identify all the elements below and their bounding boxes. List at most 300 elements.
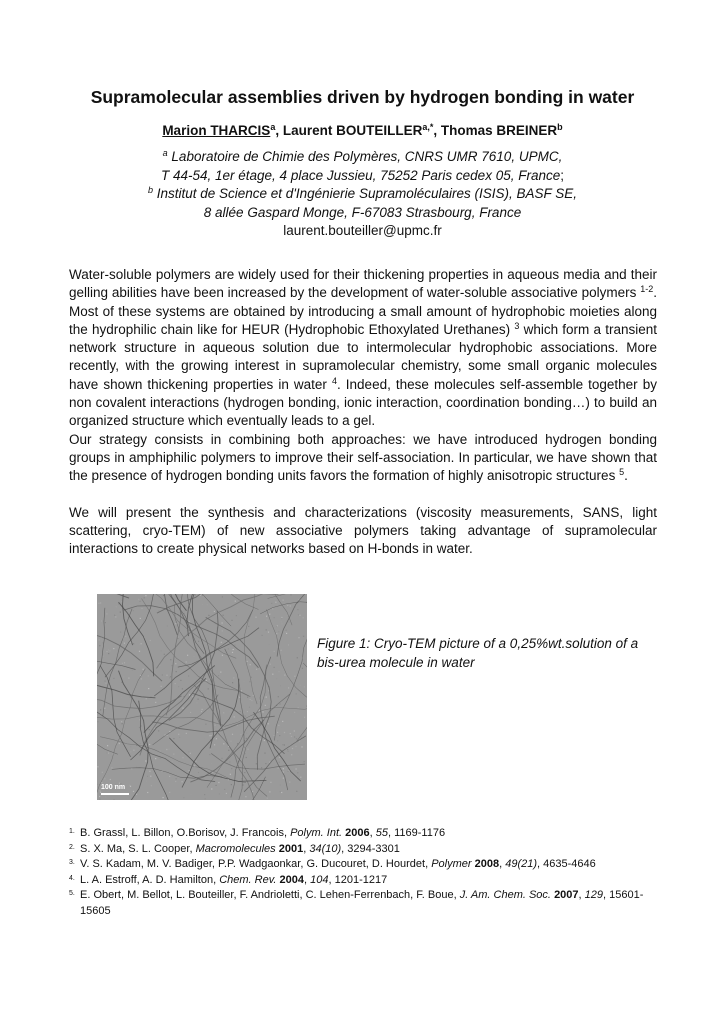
fibre-strand bbox=[97, 594, 129, 598]
texture-speck bbox=[216, 738, 217, 739]
reference-text: 2006 bbox=[345, 827, 370, 839]
texture-speck bbox=[187, 655, 188, 656]
reference-text: , 1169-1176 bbox=[387, 827, 446, 839]
texture-speck bbox=[281, 618, 282, 619]
texture-speck bbox=[278, 725, 279, 726]
author-superscript: a bbox=[270, 122, 276, 132]
texture-speck bbox=[304, 761, 305, 762]
texture-speck bbox=[303, 636, 304, 637]
texture-speck bbox=[211, 674, 212, 675]
texture-speck bbox=[202, 764, 203, 765]
texture-speck bbox=[264, 753, 265, 754]
texture-speck bbox=[209, 735, 210, 736]
texture-speck bbox=[283, 778, 284, 779]
reference-text: , 1201-1217 bbox=[328, 873, 388, 886]
texture-speck bbox=[280, 791, 281, 792]
texture-speck bbox=[108, 653, 109, 654]
texture-speck bbox=[251, 700, 252, 701]
texture-speck bbox=[163, 595, 164, 596]
texture-speck bbox=[228, 750, 229, 751]
texture-speck bbox=[119, 743, 120, 744]
texture-speck bbox=[296, 738, 297, 739]
texture-speck bbox=[285, 632, 286, 633]
texture-speck bbox=[127, 781, 128, 782]
reference-text: , 3294-3301 bbox=[341, 842, 400, 855]
texture-speck bbox=[249, 681, 250, 682]
texture-speck bbox=[279, 703, 280, 704]
texture-speck bbox=[279, 757, 280, 758]
texture-speck bbox=[204, 738, 205, 739]
texture-speck bbox=[255, 617, 256, 618]
texture-speck bbox=[186, 733, 187, 734]
texture-speck bbox=[141, 608, 142, 609]
reference-text: 2001 bbox=[278, 842, 304, 855]
texture-speck bbox=[125, 618, 126, 619]
texture-speck bbox=[149, 771, 150, 772]
reference-number: 3. bbox=[69, 859, 75, 867]
texture-speck bbox=[255, 756, 256, 757]
texture-speck bbox=[169, 776, 170, 777]
texture-speck bbox=[169, 677, 170, 678]
reference-text: , 15601-15605 bbox=[80, 889, 644, 917]
texture-speck bbox=[271, 603, 272, 604]
texture-speck bbox=[205, 695, 206, 696]
text-run: . bbox=[624, 468, 628, 484]
texture-speck bbox=[101, 620, 102, 621]
author-name: Marion THARCIS bbox=[162, 123, 271, 138]
reference-text: , bbox=[578, 889, 585, 902]
texture-speck bbox=[245, 796, 246, 797]
texture-speck bbox=[230, 774, 231, 775]
texture-speck bbox=[195, 761, 196, 762]
texture-speck bbox=[207, 604, 208, 605]
texture-speck bbox=[296, 693, 297, 694]
texture-speck bbox=[141, 678, 142, 679]
texture-speck bbox=[220, 672, 221, 673]
texture-speck bbox=[113, 678, 114, 679]
texture-speck bbox=[147, 776, 148, 777]
texture-speck bbox=[179, 737, 180, 738]
texture-speck bbox=[115, 616, 116, 617]
texture-speck bbox=[172, 761, 173, 762]
texture-speck bbox=[130, 751, 131, 752]
texture-speck bbox=[216, 785, 217, 786]
texture-speck bbox=[201, 667, 202, 668]
texture-speck bbox=[223, 743, 224, 744]
texture-speck bbox=[106, 651, 107, 652]
texture-speck bbox=[276, 626, 277, 627]
reference-text: , bbox=[499, 858, 506, 871]
texture-speck bbox=[122, 723, 123, 724]
texture-speck bbox=[286, 633, 287, 634]
texture-speck bbox=[301, 746, 302, 747]
texture-speck bbox=[103, 656, 104, 657]
reference-text: L. A. Estroff, A. D. Hamilton, bbox=[80, 873, 220, 886]
texture-speck bbox=[122, 663, 123, 664]
texture-speck bbox=[175, 659, 176, 660]
texture-speck bbox=[296, 791, 297, 792]
texture-speck bbox=[240, 711, 241, 712]
texture-speck bbox=[269, 614, 270, 615]
reference-text: B. Grassl, L. Billon, O.Borisov, J. Francois, bbox=[80, 827, 291, 839]
texture-speck bbox=[253, 728, 254, 729]
texture-speck bbox=[275, 602, 276, 603]
affiliation-text: Laboratoire de Chimie des Polymères, CNRS UMR 7610, UPMC, bbox=[167, 149, 563, 164]
affiliation-a-line2: T 44-54, 1er étage, 4 place Jussieu, 75252 Paris cedex 05, France; bbox=[160, 167, 564, 183]
texture-speck bbox=[229, 711, 230, 712]
texture-speck bbox=[120, 632, 121, 633]
texture-speck bbox=[132, 670, 133, 671]
texture-speck bbox=[278, 671, 279, 672]
texture-speck bbox=[180, 680, 181, 681]
texture-speck bbox=[130, 786, 131, 787]
texture-speck bbox=[110, 779, 111, 780]
texture-speck bbox=[124, 662, 125, 663]
texture-speck bbox=[284, 661, 285, 662]
texture-speck bbox=[151, 785, 152, 786]
texture-speck bbox=[288, 687, 289, 688]
texture-speck bbox=[276, 678, 277, 679]
texture-speck bbox=[287, 749, 288, 750]
texture-speck bbox=[274, 651, 275, 652]
texture-speck bbox=[282, 623, 283, 624]
texture-speck bbox=[306, 633, 307, 634]
texture-speck bbox=[233, 677, 234, 678]
affiliation-text: Institut de Science et d'Ingénierie Supramoléculaires (ISIS), BASF SE, bbox=[152, 186, 578, 201]
reference-item bbox=[69, 888, 661, 919]
texture-speck bbox=[155, 758, 156, 759]
reference-text: 2007 bbox=[554, 889, 579, 902]
texture-speck bbox=[162, 674, 163, 675]
texture-speck bbox=[268, 723, 269, 724]
texture-speck bbox=[247, 661, 248, 662]
texture-speck bbox=[190, 794, 191, 795]
references-list bbox=[69, 826, 661, 920]
texture-speck bbox=[149, 744, 150, 745]
texture-speck bbox=[161, 686, 162, 687]
texture-speck bbox=[283, 768, 284, 769]
texture-speck bbox=[181, 642, 182, 643]
reference-text: , 4635-4646 bbox=[537, 858, 596, 871]
texture-speck bbox=[232, 734, 233, 735]
texture-speck bbox=[282, 744, 283, 745]
texture-speck bbox=[97, 675, 98, 676]
fibre-strand bbox=[97, 694, 215, 782]
texture-speck bbox=[231, 620, 232, 621]
texture-speck bbox=[304, 686, 305, 687]
fibre-strand bbox=[112, 768, 222, 779]
reference-text: Polym. Int. bbox=[290, 827, 343, 839]
texture-speck bbox=[294, 676, 295, 677]
texture-speck bbox=[171, 665, 172, 666]
reference-text: V. S. Kadam, M. V. Badiger, P.P. Wadgaonkar, G. Ducouret, D. Hourdet, bbox=[80, 858, 432, 871]
affiliation-b-line2: 8 allée Gaspard Monge, F-67083 Strasbourg, France bbox=[203, 204, 522, 220]
texture-speck bbox=[253, 695, 254, 696]
texture-speck bbox=[115, 614, 116, 615]
fibre-strand bbox=[244, 594, 257, 704]
affiliation-superscript: b bbox=[147, 185, 153, 195]
texture-speck bbox=[203, 706, 204, 707]
texture-speck bbox=[247, 749, 248, 750]
texture-speck bbox=[247, 711, 248, 712]
texture-speck bbox=[150, 776, 151, 777]
paragraph: We will present the synthesis and characterizations (viscosity measurements, SANS, light scattering, cryo-TEM) of new associative polymers taking advantage of supramolecular interactions to create physical networks based on H-bonds in water. bbox=[69, 504, 657, 557]
texture-speck bbox=[101, 641, 102, 642]
texture-speck bbox=[270, 782, 271, 783]
texture-speck bbox=[99, 796, 100, 797]
affiliation-superscript: a bbox=[162, 148, 168, 158]
texture-speck bbox=[99, 799, 100, 800]
texture-speck bbox=[274, 735, 275, 736]
texture-speck bbox=[104, 681, 105, 682]
texture-speck bbox=[218, 782, 219, 783]
texture-speck bbox=[211, 763, 212, 764]
texture-speck bbox=[176, 778, 177, 779]
texture-speck bbox=[125, 636, 126, 637]
texture-speck bbox=[140, 743, 141, 744]
texture-speck bbox=[191, 628, 192, 629]
texture-speck bbox=[167, 625, 168, 626]
texture-speck bbox=[120, 612, 121, 613]
texture-speck bbox=[123, 677, 124, 678]
affiliation-a-line1 bbox=[0, 148, 725, 167]
texture-speck bbox=[276, 633, 277, 634]
texture-speck bbox=[211, 788, 212, 789]
texture-speck bbox=[133, 791, 134, 792]
texture-speck bbox=[97, 784, 98, 785]
texture-speck bbox=[170, 659, 171, 660]
texture-speck bbox=[198, 641, 199, 642]
texture-speck bbox=[278, 631, 279, 632]
texture-speck bbox=[234, 644, 235, 645]
texture-speck bbox=[272, 776, 273, 777]
texture-speck bbox=[130, 746, 131, 747]
texture-speck bbox=[288, 644, 289, 645]
texture-speck bbox=[106, 613, 107, 614]
texture-speck bbox=[261, 767, 262, 768]
reference-number: 5. bbox=[69, 890, 75, 898]
texture-speck bbox=[266, 616, 267, 617]
texture-speck bbox=[208, 688, 209, 689]
texture-speck bbox=[265, 705, 266, 706]
texture-speck bbox=[166, 749, 167, 750]
texture-speck bbox=[163, 797, 164, 798]
texture-speck bbox=[266, 629, 267, 630]
texture-speck bbox=[295, 746, 296, 747]
fibre-strand bbox=[124, 606, 259, 668]
texture-speck bbox=[100, 602, 101, 603]
texture-speck bbox=[236, 615, 237, 616]
texture-speck bbox=[222, 596, 223, 597]
texture-speck bbox=[269, 644, 270, 645]
texture-speck bbox=[221, 758, 222, 759]
texture-speck bbox=[186, 661, 187, 662]
fibre-strand bbox=[119, 594, 133, 645]
texture-speck bbox=[284, 675, 285, 676]
texture-speck bbox=[224, 789, 225, 790]
texture-speck bbox=[208, 615, 209, 616]
reference-text: S. X. Ma, S. L. Cooper, bbox=[80, 842, 196, 855]
texture-speck bbox=[272, 608, 273, 609]
texture-speck bbox=[204, 794, 205, 795]
texture-speck bbox=[173, 754, 174, 755]
texture-speck bbox=[262, 711, 263, 712]
texture-speck bbox=[229, 761, 230, 762]
texture-speck bbox=[244, 747, 245, 748]
texture-speck bbox=[142, 602, 143, 603]
fibre-strand bbox=[103, 609, 132, 717]
texture-speck bbox=[147, 792, 148, 793]
texture-speck bbox=[281, 792, 282, 793]
texture-speck bbox=[153, 714, 154, 715]
texture-speck bbox=[113, 799, 114, 800]
texture-speck bbox=[234, 716, 235, 717]
texture-speck bbox=[237, 688, 238, 689]
texture-speck bbox=[222, 622, 223, 623]
texture-speck bbox=[104, 778, 105, 779]
texture-speck bbox=[267, 619, 268, 620]
texture-speck bbox=[195, 594, 196, 595]
texture-speck bbox=[97, 766, 98, 767]
texture-speck bbox=[143, 620, 144, 621]
texture-speck bbox=[214, 611, 215, 612]
texture-speck bbox=[300, 777, 301, 778]
abstract-body bbox=[69, 266, 657, 558]
texture-speck bbox=[178, 637, 179, 638]
texture-speck bbox=[284, 744, 285, 745]
texture-speck bbox=[175, 683, 176, 684]
reference-text: J. Am. Chem. Soc. bbox=[459, 889, 551, 902]
texture-speck bbox=[252, 791, 253, 792]
texture-speck bbox=[139, 644, 140, 645]
texture-speck bbox=[99, 639, 100, 640]
texture-speck bbox=[157, 669, 158, 670]
fibre-strand bbox=[193, 684, 256, 800]
texture-speck bbox=[253, 726, 254, 727]
texture-speck bbox=[218, 675, 219, 676]
texture-speck bbox=[290, 594, 291, 595]
texture-speck bbox=[148, 688, 149, 689]
author-name: Laurent BOUTEILLER bbox=[282, 123, 423, 138]
scale-bar-label: 100 nm bbox=[101, 784, 126, 791]
texture-speck bbox=[182, 688, 183, 689]
reference-text: 129 bbox=[584, 889, 604, 902]
texture-speck bbox=[100, 709, 101, 710]
scale-bar bbox=[101, 793, 129, 795]
texture-speck bbox=[281, 727, 282, 728]
texture-speck bbox=[245, 753, 246, 754]
contact-email[interactable]: laurent.bouteiller@upmc.fr bbox=[283, 223, 442, 238]
texture-speck bbox=[104, 708, 105, 709]
texture-speck bbox=[175, 623, 176, 624]
texture-speck bbox=[175, 781, 176, 782]
texture-speck bbox=[139, 727, 140, 728]
texture-speck bbox=[98, 603, 99, 604]
texture-speck bbox=[266, 697, 267, 698]
cryo-tem-image bbox=[97, 594, 307, 800]
texture-speck bbox=[107, 745, 108, 746]
texture-speck bbox=[196, 702, 197, 703]
texture-speck bbox=[290, 733, 291, 734]
texture-speck bbox=[205, 798, 206, 799]
texture-speck bbox=[262, 635, 263, 636]
texture-speck bbox=[159, 665, 160, 666]
affiliation-text: T 44-54, 1er étage, 4 place Jussieu, 75252 Paris cedex 05, France bbox=[160, 167, 561, 183]
reference-text: 55 bbox=[375, 827, 388, 839]
texture-speck bbox=[205, 628, 206, 629]
texture-speck bbox=[294, 712, 295, 713]
texture-speck bbox=[216, 595, 217, 596]
texture-speck bbox=[139, 719, 140, 720]
reference-text: 104 bbox=[310, 873, 329, 886]
texture-speck bbox=[211, 735, 212, 736]
texture-speck bbox=[223, 615, 224, 616]
texture-speck bbox=[246, 733, 247, 734]
texture-speck bbox=[141, 643, 142, 644]
texture-speck bbox=[248, 626, 249, 627]
texture-speck bbox=[189, 694, 190, 695]
texture-speck bbox=[170, 676, 171, 677]
texture-speck bbox=[189, 621, 190, 622]
reference-text: 2004 bbox=[279, 873, 304, 886]
texture-speck bbox=[232, 682, 233, 683]
texture-speck bbox=[221, 642, 222, 643]
texture-speck bbox=[306, 610, 307, 611]
texture-speck bbox=[201, 711, 202, 712]
texture-speck bbox=[139, 601, 140, 602]
texture-speck bbox=[265, 751, 266, 752]
texture-speck bbox=[130, 697, 131, 698]
texture-speck bbox=[102, 772, 103, 773]
texture-speck bbox=[175, 663, 176, 664]
texture-speck bbox=[131, 768, 132, 769]
texture-speck bbox=[233, 649, 234, 650]
texture-speck bbox=[281, 650, 282, 651]
citation-superscript: 4 bbox=[331, 375, 337, 386]
reference-number: 1. bbox=[69, 828, 75, 835]
texture-speck bbox=[100, 676, 101, 677]
texture-speck bbox=[138, 599, 139, 600]
paragraph bbox=[69, 431, 657, 486]
fibre-strand bbox=[166, 594, 200, 715]
texture-speck bbox=[116, 606, 117, 607]
texture-speck bbox=[130, 605, 131, 606]
texture-speck bbox=[256, 669, 257, 670]
author-name: Thomas BREINER bbox=[440, 123, 558, 138]
texture-speck bbox=[225, 660, 226, 661]
texture-speck bbox=[161, 721, 162, 722]
texture-speck bbox=[272, 674, 273, 675]
text-run: Our strategy consists in combining both approaches: we have introduced hydrogen bonding groups in amphiphilic polymers to improve their self-association. In particular, we have shown that the presence of hydrogen bonding units favors the formation of highly anisotropic structures bbox=[69, 431, 657, 484]
reference-item bbox=[69, 826, 661, 842]
texture-speck bbox=[184, 610, 185, 611]
texture-speck bbox=[105, 797, 106, 798]
texture-speck bbox=[188, 751, 189, 752]
texture-speck bbox=[182, 781, 183, 782]
fibre-strand bbox=[226, 694, 291, 800]
page-title: Supramolecular assemblies driven by hydrogen bonding in water bbox=[90, 87, 635, 107]
reference-item bbox=[69, 842, 661, 858]
citation-superscript: 1-2 bbox=[640, 284, 654, 295]
texture-speck bbox=[298, 614, 299, 615]
texture-speck bbox=[161, 650, 162, 651]
texture-speck bbox=[145, 595, 146, 596]
texture-speck bbox=[205, 724, 206, 725]
texture-speck bbox=[250, 664, 251, 665]
texture-speck bbox=[251, 677, 252, 678]
texture-speck bbox=[146, 698, 147, 699]
texture-speck bbox=[108, 753, 109, 754]
